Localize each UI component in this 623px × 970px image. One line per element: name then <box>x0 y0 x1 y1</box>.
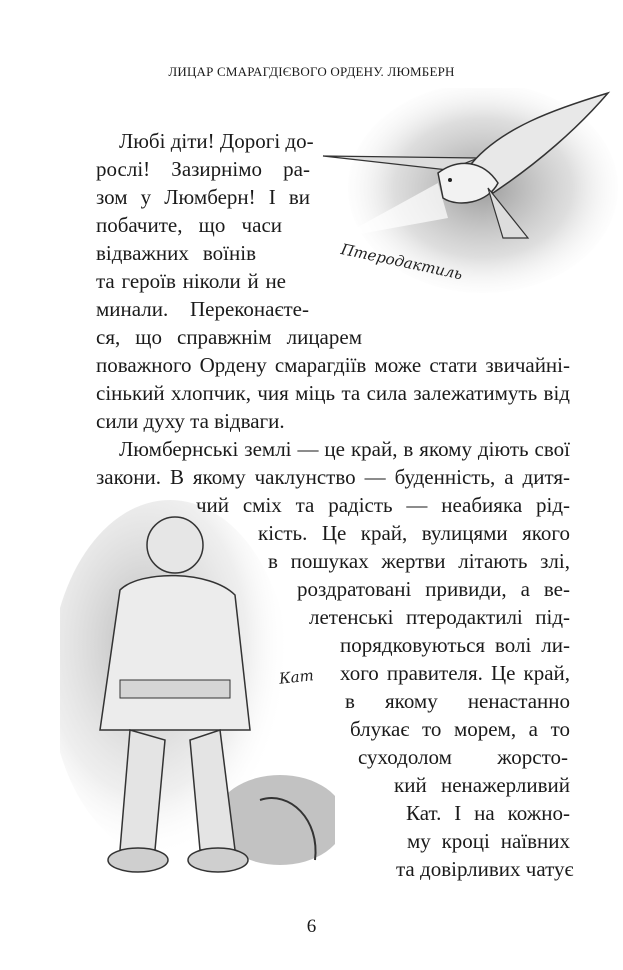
text-line: сили духу та відваги. <box>96 409 285 433</box>
text-line: Любі діти! Дорогі до- <box>119 129 314 153</box>
text-line: порядковуються волі ли- <box>340 633 570 657</box>
text-line: роздратовані привиди, а ве- <box>297 577 570 601</box>
text-line: в якому ненастанно <box>345 689 570 713</box>
text-line: рослі! Зазирнімо ра- <box>96 157 310 181</box>
text-line: сінький хлопчик, чия міць та сила залежатимуть від <box>96 381 570 405</box>
text-line: хого правителя. Це край, <box>340 661 570 685</box>
text-line: блукає то морем, а то <box>350 717 570 741</box>
text-line: поважного Ордену смарагдіїв може стати звичайні- <box>96 353 570 377</box>
text-line: ся, що справжнім лицарем <box>96 325 362 349</box>
text-line: Кат. І на кожно- <box>406 801 570 825</box>
page-number: 6 <box>306 916 317 937</box>
running-header: ЛИЦАР СМАРАГДІЄВОГО ОРДЕНУ. ЛЮМБЕРН <box>168 64 455 79</box>
text-line: побачите, що часи <box>96 213 282 237</box>
text-line: кий ненажерливий <box>394 773 570 797</box>
text-line: відважних воїнів <box>96 241 256 265</box>
text-line: минали. Переконаєте- <box>96 297 309 321</box>
text-line: зом у Люмберн! І ви <box>96 185 310 209</box>
kat-caption: Кат <box>278 666 315 688</box>
pterodactyl-illustration <box>318 88 618 318</box>
text-line: Люмбернські землі — це край, в якому діють свої <box>119 437 570 461</box>
text-line: суходолом жорсто- <box>358 745 568 769</box>
text-line: чий сміх та радість — неабияка рід- <box>196 493 570 517</box>
pterodactyl-caption: Птеродактиль <box>339 240 465 284</box>
pterodactyl-drawing <box>318 88 618 318</box>
text-line: та героїв ніколи й не <box>96 269 286 293</box>
text-line: в пошуках жертви літають злі, <box>268 549 570 573</box>
text-line: летенські птеродактилі під- <box>309 605 570 629</box>
text-line: та довірливих чатує <box>396 857 574 881</box>
text-line: закони. В якому чаклунство — буденність, а дитя- <box>96 465 570 489</box>
text-line: кість. Це край, вулицями якого <box>258 521 570 545</box>
text-line: му кроці наївних <box>407 829 570 853</box>
